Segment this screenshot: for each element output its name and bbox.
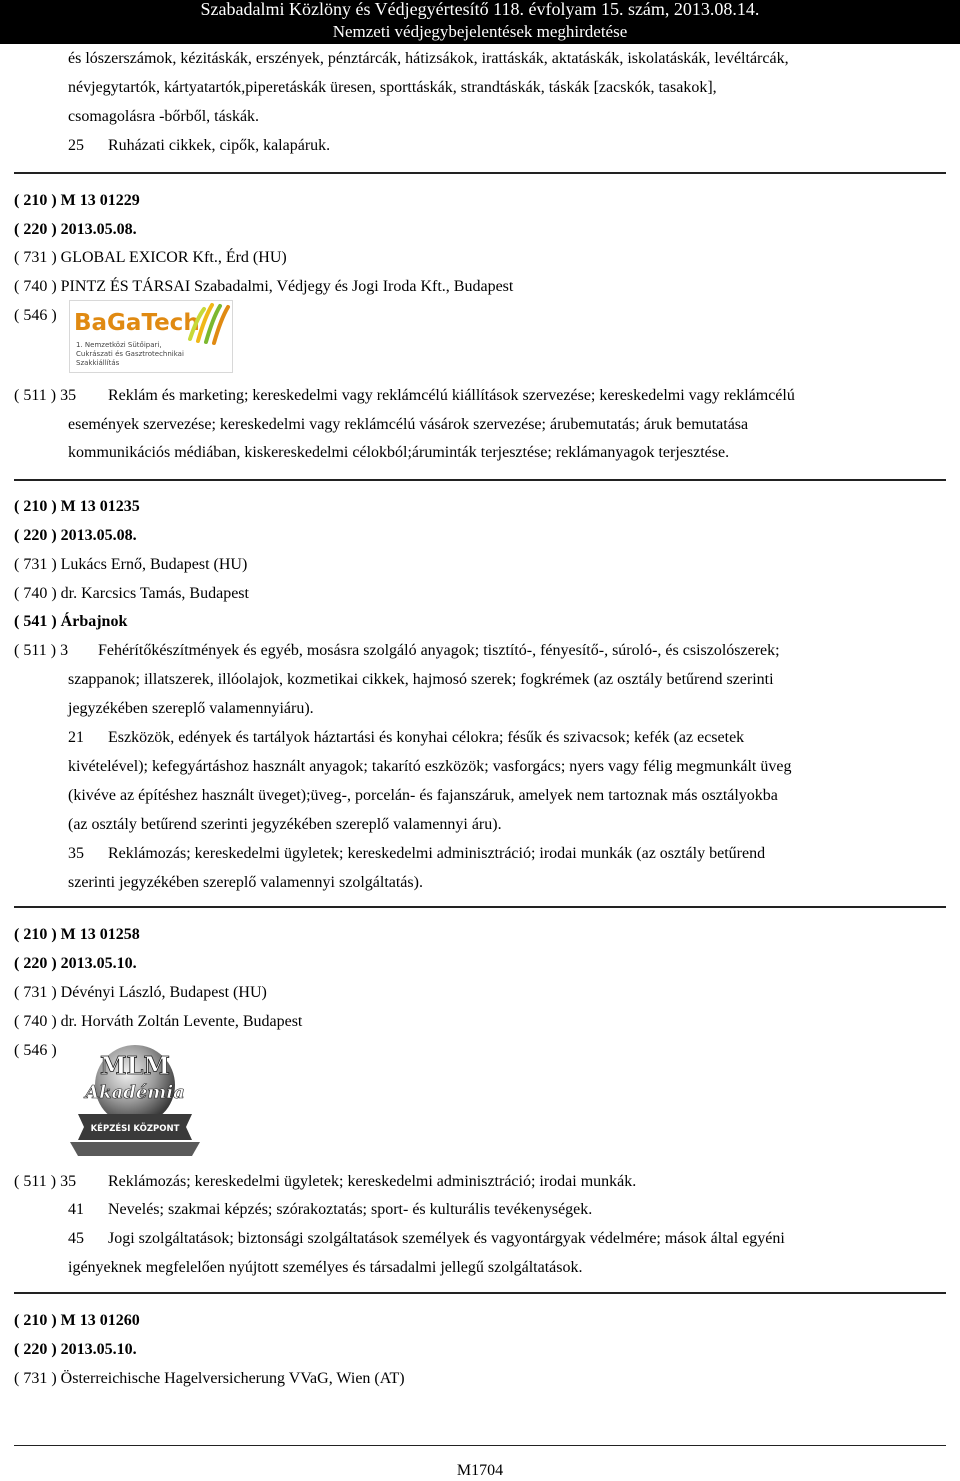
continuation-line: és lószerszámok, kézitáskák, erszények, pénztárcák, hátizsákok, irattáskák, aktatáskák, iskolatáskák, levéltárcák, [68,50,789,67]
journal-title: Szabadalmi Közlöny és Védjegyértesítő 118. évfolyam 15. szám, 2013.08.14. [200,0,760,19]
svg-text:MLM: MLM [99,1051,171,1080]
field-511-label: ( 511 ) 35 [14,1173,77,1190]
entry-divider [14,172,946,174]
svg-text:Akadémia: Akadémia [85,1082,185,1103]
goods-services-line: Reklámozás; kereskedelmi ügyletek; kereskedelmi adminisztráció; irodai munkák (az osztály betűrend [108,845,766,862]
class-number: 21 [68,729,84,746]
goods-services-line: kommunikációs médiában, kiskereskedelmi célokból;áruminták terjesztése; reklámanyagok terjesztése. [68,444,730,461]
field-210: ( 210 ) M 13 01229 [14,192,140,209]
goods-services-line: jegyzékében szereplő valamennyiáru). [68,700,314,717]
continuation-line: névjegytartók, kártyatartók,piperetáskák üresen, sporttáskák, strandtáskák, táskák [zacskók, tasakok], [68,79,717,96]
svg-text:BaGaTech: BaGaTech [74,310,200,336]
field-210: ( 210 ) M 13 01260 [14,1312,140,1329]
goods-services-line: Jogi szolgáltatások; biztonsági szolgáltatások személyek és vagyontárgyak védelmére; mások által egyéni [108,1230,785,1247]
class-text: Ruházati cikkek, cipők, kalapáruk. [108,137,331,154]
field-546: ( 546 ) [14,1042,57,1059]
class-number: 35 [68,845,84,862]
section-title: Nemzeti védjegybejelentések meghirdetése [332,22,628,41]
goods-services-line: Nevelés; szakmai képzés; szórakoztatás; sport- és kulturális tevékenységek. [108,1201,593,1218]
field-731: ( 731 ) GLOBAL EXICOR Kft., Érd (HU) [14,249,287,266]
class-number: 41 [68,1201,84,1218]
class-number: 25 [68,137,84,154]
continuation-line: csomagolásra -bőrből, táskák. [68,108,260,125]
field-210: ( 210 ) M 13 01258 [14,926,140,943]
field-731: ( 731 ) Österreichische Hagelversicherung VVaG, Wien (AT) [14,1370,405,1387]
goods-services-line: események szervezése; kereskedelmi vagy reklámcélú vásárok szervezése; árubemutatás; áruk bemutatása [68,416,749,433]
field-740: ( 740 ) dr. Karcsics Tamás, Budapest [14,585,249,602]
field-511-label: ( 511 ) 35 [14,387,77,404]
goods-services-line: (az osztály betűrend szerinti jegyzékében szereplő valamennyi áru). [68,816,502,833]
goods-services-line: szerinti jegyzékében szereplő valamennyi szolgáltatás). [68,874,423,891]
field-220: ( 220 ) 2013.05.10. [14,955,137,972]
goods-services-line: igényeknek megfelelően nyújtott személyes és társadalmi jellegű szolgáltatások. [68,1259,583,1276]
goods-services-line: Eszközök, edények és tartályok háztartási és konyhai célokra; fésűk és szivacsok; kefék (az ecsetek [108,729,745,746]
svg-text:1. Nemzetközi Sütőipari,: 1. Nemzetközi Sütőipari, [76,341,162,349]
field-740: ( 740 ) PINTZ ÉS TÁRSAI Szabadalmi, Védjegy és Jogi Iroda Kft., Budapest [14,278,514,295]
entry-divider [14,1292,946,1294]
field-511-label: ( 511 ) 3 [14,642,69,659]
field-731: ( 731 ) Lukács Ernő, Budapest (HU) [14,556,248,573]
page-number: M1704 [456,1462,504,1479]
field-210: ( 210 ) M 13 01235 [14,498,140,515]
field-220: ( 220 ) 2013.05.08. [14,527,137,544]
bagatech-logo [69,300,233,373]
field-740: ( 740 ) dr. Horváth Zoltán Levente, Budapest [14,1013,303,1030]
svg-text:Cukrászati és Gasztrotechnikai: Cukrászati és Gasztrotechnikai [76,350,184,358]
svg-text:Szakkiállítás: Szakkiállítás [76,359,120,367]
field-220: ( 220 ) 2013.05.08. [14,221,137,238]
goods-services-line: (kivéve az építéshez használt üveget);üveg-, porcelán- és fajanszáruk, amelyek nem tartoznak más osztályokba [68,787,778,804]
svg-text:KÉPZÉSI KÖZPONT: KÉPZÉSI KÖZPONT [90,1124,180,1134]
class-number: 45 [68,1230,84,1247]
field-541: ( 541 ) Árbajnok [14,613,128,630]
field-731: ( 731 ) Dévényi László, Budapest (HU) [14,984,267,1001]
entry-divider [14,906,946,908]
goods-services-line: kivételével); kefegyártáshoz használt anyagok; takarító eszközök; vasforgács; nyers vagy félig megmunkált üveg [68,758,792,775]
page-header [0,0,960,44]
field-220: ( 220 ) 2013.05.10. [14,1341,137,1358]
mlm-akademia-logo [68,1030,202,1160]
entry-divider [14,479,946,481]
field-546: ( 546 ) [14,307,57,324]
goods-services-line: Reklám és marketing; kereskedelmi vagy reklámcélú kiállítások szervezése; kereskedelmi vagy reklámcélú [108,387,795,404]
goods-services-line: Fehérítőkészítmények és egyéb, mosásra szolgáló anyagok; tisztító-, fényesítő-, súroló-, és csiszolószerek; [98,642,780,659]
goods-services-line: szappanok; illatszerek, illóolajok, kozmetikai cikkek, hajmosó szerek; fogkrémek (az osztály betűrend szerinti [68,671,774,688]
goods-services-line: Reklámozás; kereskedelmi ügyletek; kereskedelmi adminisztráció; irodai munkák. [108,1173,637,1190]
footer-divider [14,1445,946,1446]
